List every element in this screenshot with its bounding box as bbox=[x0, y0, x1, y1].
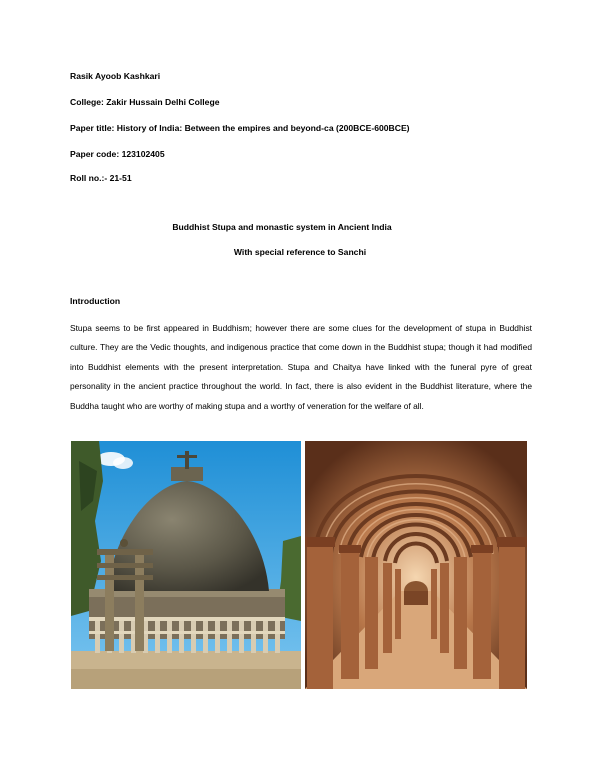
sanchi-stupa-photo bbox=[71, 441, 301, 689]
introduction-paragraph: Stupa seems to be first appeared in Buddhism; however there are some clues for the development of stupa in Buddhist culture. They are the Vedic thoughts, and indigenous practice that come down in the Buddhist stupa; though it had modified into Buddhist elements with the present interpretation. Stupa and Chaitya have linked with the funeral pyre of great personality in the ancient practice throughout the world. In fact, there is also evident in the Buddhist literature, where the Buddha taught who are worthy of making stupa and a worthy of veneration for the welfare of all. bbox=[70, 323, 532, 411]
author-name: Rasik Ayoob Kashkari bbox=[70, 71, 161, 81]
roll-no-line: Roll no.:- 21-51 bbox=[70, 173, 132, 183]
essay-title: Buddhist Stupa and monastic system in Ancient India bbox=[172, 222, 392, 232]
chaitya-hall-interior-photo bbox=[305, 441, 527, 689]
essay-subtitle: With special reference to Sanchi bbox=[233, 247, 367, 257]
introduction-heading: Introduction bbox=[70, 296, 121, 306]
paper-title-line: Paper title: History of India: Between the empires and beyond-ca (200BCE-600BCE) bbox=[70, 123, 410, 133]
college-line: College: Zakir Hussain Delhi College bbox=[70, 97, 220, 107]
paper-code-line: Paper code: 123102405 bbox=[70, 149, 165, 159]
